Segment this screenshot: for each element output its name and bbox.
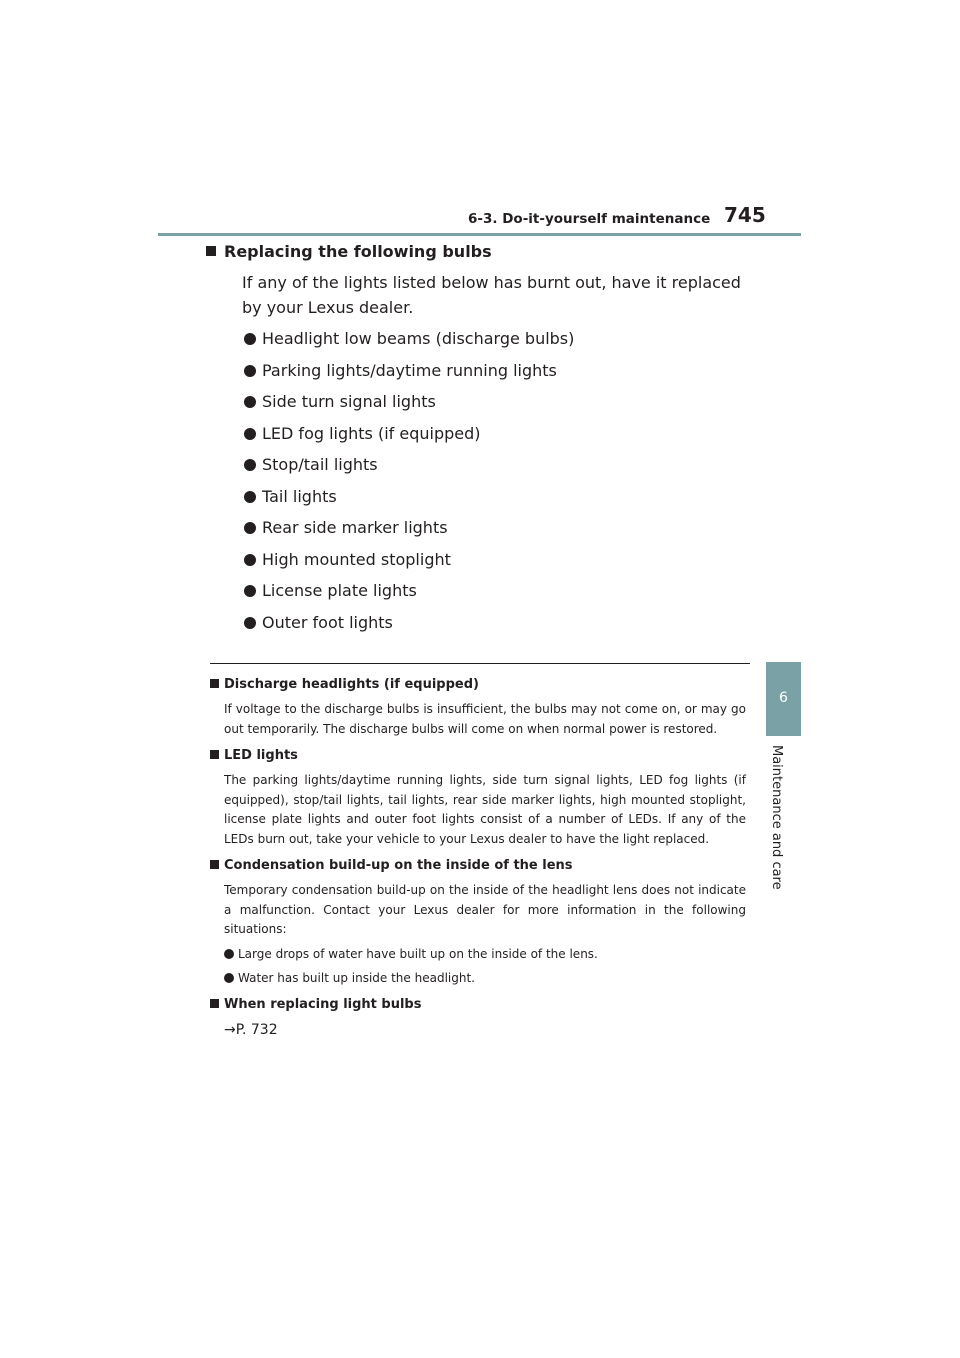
bulb-list	[244, 328, 754, 634]
chapter-label-text: Maintenance and care	[769, 745, 784, 890]
note-heading-text: Discharge headlights (if equipped)	[224, 677, 479, 692]
note-led	[210, 747, 746, 849]
note-heading	[210, 996, 746, 1014]
list-item	[244, 328, 754, 350]
main-intro: If any of the lights listed below has burnt out, have it replaced by your Lexus dealer.	[242, 273, 741, 317]
note-list-item	[224, 945, 746, 964]
note-discharge	[210, 676, 746, 739]
note-list-item-text: Water has built up inside the headlight.	[238, 970, 475, 985]
notes-divider	[210, 663, 750, 664]
note-body: The parking lights/daytime running lights, side turn signal lights, LED fog lights (if equipped), stop/tail lights, tail lights, rear side marker lights, high mounted stoplight, license plate lights and outer foot lights consist of a number of LEDs. If any of the LEDs burn out, take your vehicle to your Lexus dealer to have the light replaced.	[224, 773, 746, 846]
note-condensation	[210, 857, 746, 988]
main-section	[224, 242, 754, 643]
notes-section	[210, 676, 746, 1048]
list-item-text: License plate lights	[262, 581, 417, 600]
round-bullet-icon	[244, 491, 256, 503]
list-item	[244, 360, 754, 382]
list-item-text: Rear side marker lights	[262, 518, 448, 537]
list-item	[244, 580, 754, 602]
list-item-text: Outer foot lights	[262, 612, 393, 632]
square-bullet-icon	[206, 246, 216, 256]
main-heading-text: Replacing the following bulbs	[224, 242, 492, 261]
chapter-label	[770, 745, 790, 890]
list-item	[244, 486, 754, 508]
round-bullet-icon	[244, 522, 256, 534]
chapter-tab	[766, 662, 801, 736]
list-item-text: Headlight low beams (discharge bulbs)	[262, 329, 575, 348]
list-item-text: Side turn signal lights	[262, 392, 436, 411]
page-number: 745	[724, 203, 766, 227]
round-bullet-icon	[244, 428, 256, 440]
list-item	[244, 612, 754, 634]
note-heading	[210, 676, 746, 694]
note-body: Temporary condensation build-up on the inside of the headlight lens does not indicate a malfunction. Contact your Lexus dealer for more information in the following situations:	[224, 883, 746, 936]
round-bullet-icon	[244, 554, 256, 566]
note-heading	[210, 857, 746, 875]
chapter-number: 6	[779, 690, 788, 706]
list-item	[244, 549, 754, 571]
round-bullet-icon	[244, 459, 256, 471]
note-body: If voltage to the discharge bulbs is insufficient, the bulbs may not come on, or may go out temporarily. The discharge bulbs will come on when normal power is restored.	[224, 702, 746, 736]
list-item-text: Tail lights	[262, 486, 337, 506]
round-bullet-icon	[244, 617, 256, 629]
round-bullet-icon	[224, 949, 234, 959]
list-item	[244, 391, 754, 413]
page-reference: →P. 732	[224, 1021, 278, 1038]
round-bullet-icon	[244, 585, 256, 597]
note-heading-text: When replacing light bulbs	[224, 996, 422, 1012]
note-heading	[210, 747, 746, 765]
note-replacing	[210, 996, 746, 1040]
note-heading-text: Condensation build-up on the inside of the lens	[224, 858, 573, 873]
list-item	[244, 454, 754, 476]
round-bullet-icon	[224, 973, 234, 983]
round-bullet-icon	[244, 396, 256, 408]
list-item-text: Stop/tail lights	[262, 455, 378, 474]
square-bullet-icon	[210, 999, 219, 1008]
round-bullet-icon	[244, 365, 256, 377]
section-title: 6-3. Do-it-yourself maintenance	[468, 211, 711, 227]
list-item-text: LED fog lights (if equipped)	[262, 423, 481, 443]
list-item	[244, 423, 754, 445]
list-item	[244, 517, 754, 539]
square-bullet-icon	[210, 750, 219, 759]
note-list-item-text: Large drops of water have built up on the inside of the lens.	[238, 946, 598, 961]
note-list-item	[224, 969, 746, 988]
round-bullet-icon	[244, 333, 256, 345]
square-bullet-icon	[210, 860, 219, 869]
list-item-text: Parking lights/daytime running lights	[262, 360, 557, 380]
square-bullet-icon	[210, 679, 219, 688]
note-heading-text: LED lights	[224, 748, 298, 763]
main-heading	[206, 242, 754, 261]
list-item-text: High mounted stoplight	[262, 549, 451, 569]
